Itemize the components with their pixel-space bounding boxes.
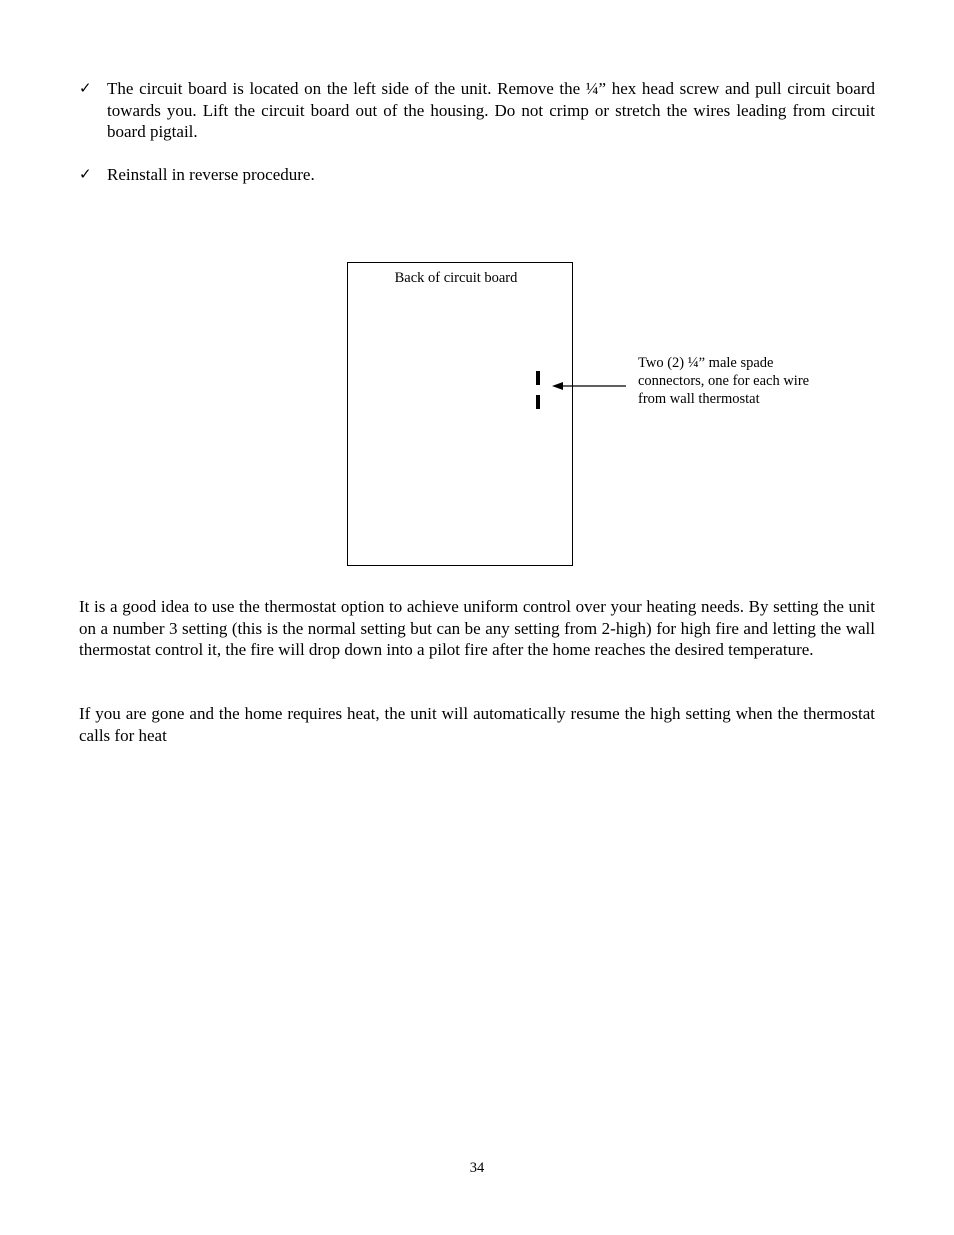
board-label: Back of circuit board [394, 270, 518, 286]
step-text: The circuit board is located on the left side of the unit. Remove the ¼” hex head screw and pull circuit board towards you. Lift the circuit board out of the housing. Do not crimp or stretch the wires leading from circuit board pigtail. [107, 79, 875, 141]
body-paragraph: It is a good idea to use the thermostat option to achieve uniform control over your heating needs. By setting the unit on a number 3 setting (this is the normal setting but can be any setting from 2-high) for high fire and letting the wall thermostat control it, the fire will drop down into a pilot fire after the home reaches the desired temperature. [79, 597, 875, 659]
arrow-icon [550, 378, 630, 394]
page-number: 34 [469, 1160, 485, 1176]
checkmark-icon: ✓ [79, 165, 92, 183]
circuit-board-diagram [347, 262, 573, 566]
body-paragraph: If you are gone and the home requires heat, the unit will automatically resume the high setting when the thermostat calls for heat [79, 704, 875, 745]
instruction-step [79, 78, 875, 143]
connector-callout: Two (2) ¼” male spade connectors, one for each wire from wall thermostat [638, 355, 810, 407]
step-text: Reinstall in reverse procedure. [107, 165, 315, 184]
instruction-step [79, 164, 875, 186]
checkmark-icon: ✓ [79, 79, 92, 97]
spade-connector [536, 395, 540, 409]
spade-connector [536, 371, 540, 385]
